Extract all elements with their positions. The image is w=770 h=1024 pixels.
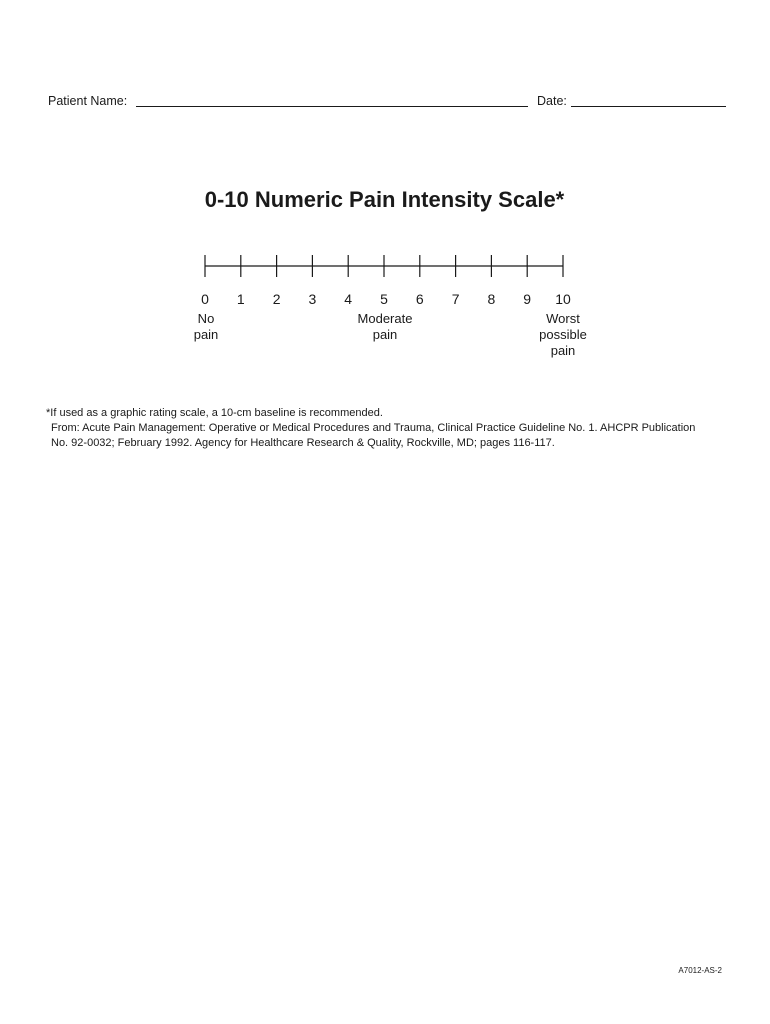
scale-number-9: 9 bbox=[523, 291, 532, 307]
footnote: *If used as a graphic rating scale, a 10-cm baseline is recommended. bbox=[46, 407, 383, 419]
anchor-moderate-pain-line1: Moderate bbox=[357, 311, 413, 326]
pain-scale-line bbox=[0, 248, 770, 282]
anchor-worst-pain-line3: pain bbox=[550, 343, 576, 358]
date-label: Date: bbox=[537, 94, 567, 108]
source-citation-line2: No. 92-0032; February 1992. Agency for Healthcare Research & Quality, Rockville, MD; pages 116-117. bbox=[51, 437, 555, 449]
date-field[interactable] bbox=[571, 106, 726, 107]
anchor-worst-pain-line2: possible bbox=[539, 327, 587, 342]
source-citation-line1: From: Acute Pain Management: Operative or Medical Procedures and Trauma, Clinical Practice Guideline No. 1. AHCPR Publication bbox=[51, 422, 696, 434]
anchor-no-pain bbox=[194, 311, 219, 343]
form-code: A7012-AS-2 bbox=[678, 966, 722, 975]
patient-name-label: Patient Name: bbox=[48, 94, 128, 108]
anchor-worst-pain-line1: Worst bbox=[546, 311, 580, 326]
anchor-no-pain-line2: pain bbox=[193, 327, 219, 342]
scale-number-6: 6 bbox=[415, 291, 424, 307]
scale-number-7: 7 bbox=[451, 291, 460, 307]
scale-number-2: 2 bbox=[272, 291, 281, 307]
anchor-no-pain-line1: No bbox=[197, 311, 215, 326]
scale-number-10: 10 bbox=[555, 291, 571, 307]
anchor-moderate-pain-line2: pain bbox=[372, 327, 398, 342]
scale-number-0: 0 bbox=[201, 291, 209, 307]
page-title: 0-10 Numeric Pain Intensity Scale* bbox=[204, 187, 565, 212]
scale-number-4: 4 bbox=[344, 291, 353, 307]
patient-name-field[interactable] bbox=[136, 106, 528, 107]
scale-number-1: 1 bbox=[236, 291, 245, 307]
scale-number-3: 3 bbox=[308, 291, 317, 307]
scale-number-5: 5 bbox=[380, 291, 388, 307]
anchor-moderate-pain bbox=[358, 311, 413, 343]
scale-number-8: 8 bbox=[487, 291, 496, 307]
anchor-worst-pain bbox=[539, 311, 587, 359]
